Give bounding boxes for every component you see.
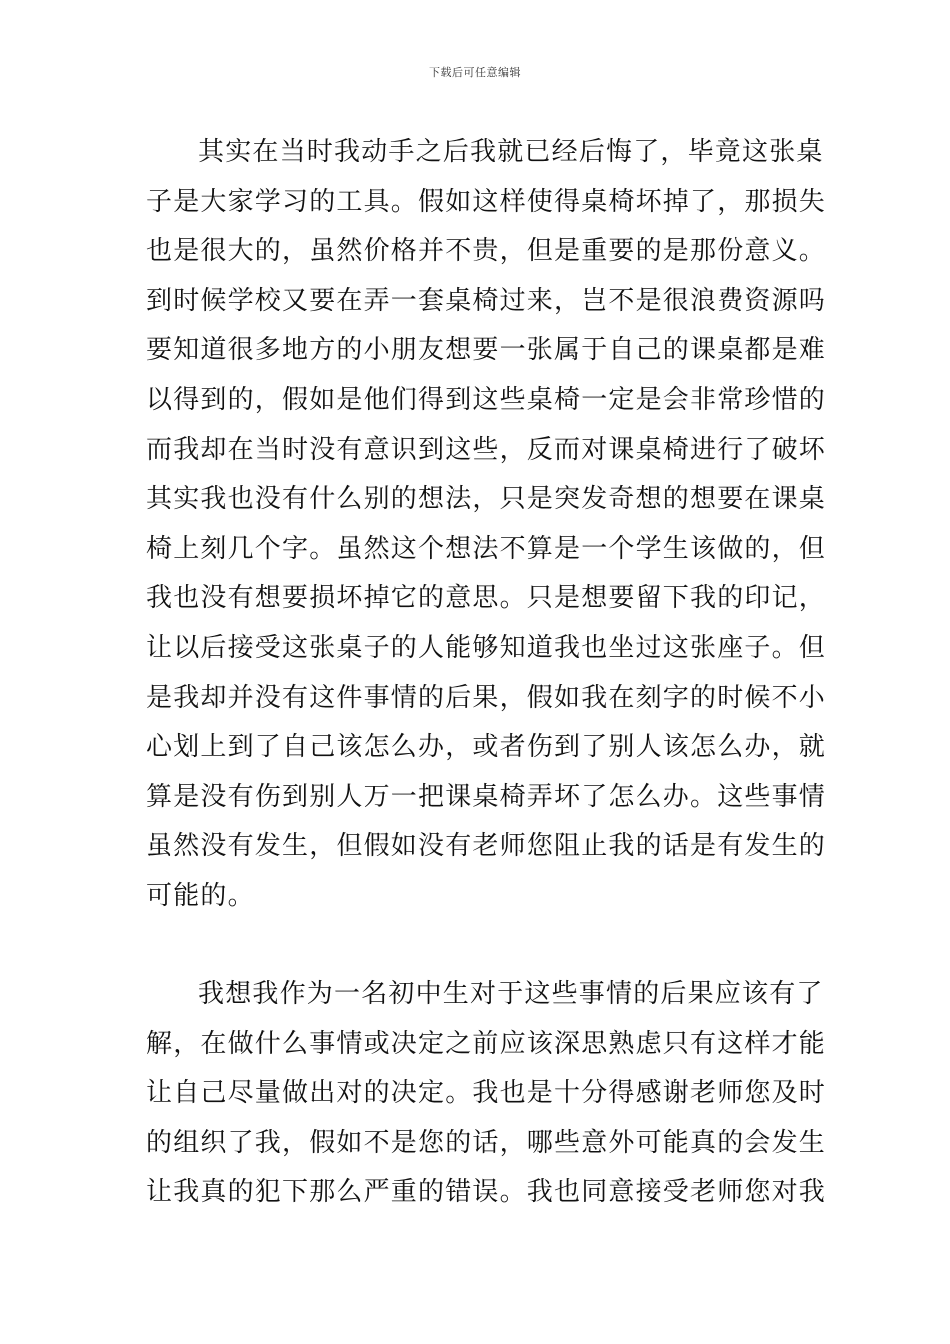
- text-line: 椅上刻几个字。虽然这个想法不算是一个学生该做的，但: [146, 533, 827, 564]
- text-line: 到时候学校又要在弄一套桌椅过来，岂不是很浪费资源吗: [146, 285, 827, 316]
- text-line: 以得到的，假如是他们得到这些桌椅一定是会非常珍惜的: [146, 384, 827, 415]
- text-line: 而我却在当时没有意识到这些，反而对课桌椅进行了破坏: [146, 434, 827, 465]
- text-line: 其实在当时我动手之后我就已经后悔了，毕竟这张桌: [198, 137, 824, 167]
- text-line: 算是没有伤到别人万一把课桌椅弄坏了怎么办。这些事情: [146, 781, 827, 812]
- paragraph-2: [146, 970, 827, 1218]
- text-line: 可能的。: [146, 880, 255, 911]
- paragraph-1: [146, 128, 827, 922]
- text-line: 要知道很多地方的小朋友想要一张属于自己的课桌都是难: [146, 335, 827, 366]
- text-line: 让自己尽量做出对的决定。我也是十分得感谢老师您及时: [146, 1078, 827, 1109]
- text-line: 是我却并没有这件事情的后果，假如我在刻字的时候不小: [146, 682, 827, 713]
- text-line: 解，在做什么事情或决定之前应该深思熟虑只有这样才能: [146, 1028, 827, 1059]
- text-line: 让以后接受这张桌子的人能够知道我也坐过这张座子。但: [146, 632, 827, 663]
- text-line: 心划上到了自己该怎么办，或者伤到了别人该怎么办，就: [146, 732, 827, 763]
- text-line: 也是很大的，虽然价格并不贵，但是重要的是那份意义。: [146, 236, 827, 267]
- text-line: 让我真的犯下那么严重的错误。我也同意接受老师您对我: [146, 1177, 827, 1208]
- text-line: 虽然没有发生，但假如没有老师您阻止我的话是有发生的: [146, 831, 827, 862]
- text-line: 我想我作为一名初中生对于这些事情的后果应该有了: [198, 979, 824, 1009]
- text-line: 其实我也没有什么别的想法，只是突发奇想的想要在课桌: [146, 484, 827, 515]
- text-line: 子是大家学习的工具。假如这样使得桌椅坏掉了，那损失: [146, 186, 827, 217]
- page-header: 下载后可任意编辑: [429, 66, 521, 79]
- text-line: 我也没有想要损坏掉它的意思。只是想要留下我的印记，: [146, 583, 827, 614]
- text-line: 的组织了我，假如不是您的话，哪些意外可能真的会发生: [146, 1127, 827, 1158]
